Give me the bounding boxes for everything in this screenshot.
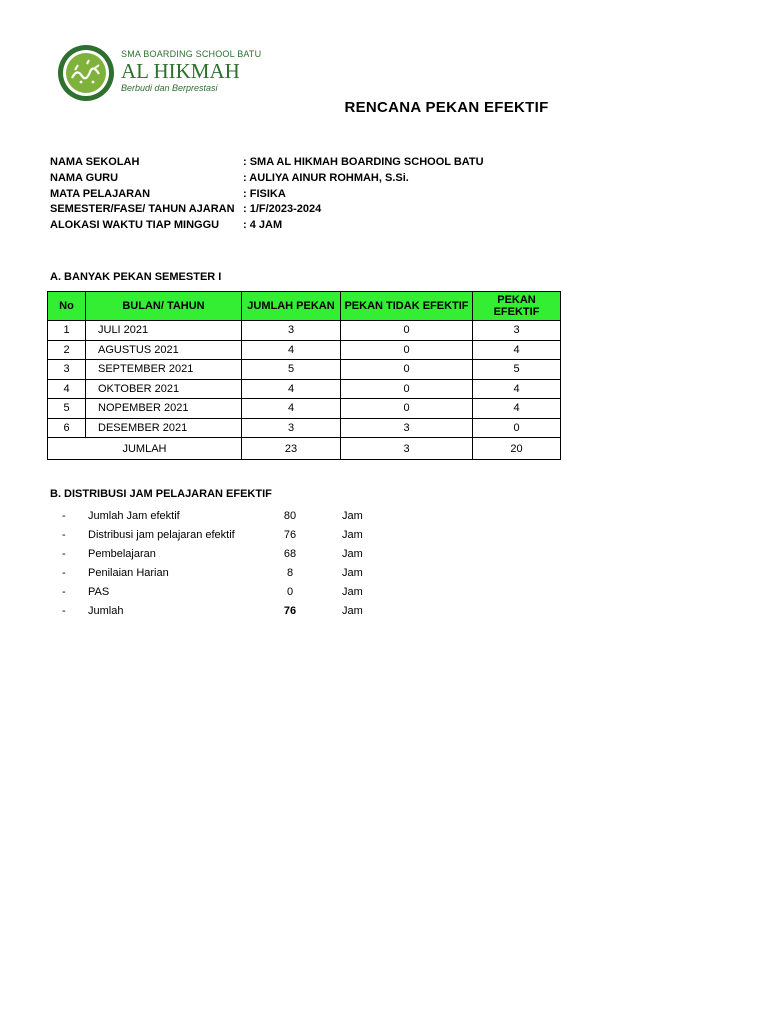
list-item-value: 68 — [283, 548, 297, 560]
list-dash: - — [62, 567, 66, 579]
info-value: : 1/F/2023-2024 — [243, 203, 322, 216]
list-item-label: Pembelajaran — [88, 548, 156, 560]
list-item-unit: Jam — [342, 586, 363, 598]
list-item-unit: Jam — [342, 605, 363, 617]
info-label: SEMESTER/FASE/ TAHUN AJARAN — [50, 203, 235, 216]
total-weeks: 23 — [242, 438, 341, 460]
table-row — [48, 321, 561, 341]
table-row — [48, 399, 561, 419]
header-weeks-effective: PEKAN EFEKTIF — [473, 292, 561, 321]
cell-not-effective: 0 — [341, 399, 473, 419]
cell-not-effective: 3 — [341, 418, 473, 438]
total-effective: 20 — [473, 438, 561, 460]
info-value: : FISIKA — [243, 187, 286, 200]
table-header-row — [48, 292, 561, 321]
info-value: : 4 JAM — [243, 219, 283, 232]
list-item-value: 0 — [286, 586, 294, 598]
table-row — [48, 379, 561, 399]
cell-effective: 4 — [473, 379, 561, 399]
list-dash: - — [62, 586, 66, 598]
table-row — [48, 360, 561, 380]
logo-school-caption: SMA BOARDING SCHOOL BATU — [121, 49, 262, 59]
header-weeks-not-effective: PEKAN TIDAK EFEKTIF — [341, 292, 473, 321]
cell-no: 5 — [48, 399, 86, 419]
total-not-effective: 3 — [341, 438, 473, 460]
cell-effective: 0 — [473, 418, 561, 438]
list-item-value: 8 — [286, 567, 294, 579]
table-row — [48, 340, 561, 360]
info-label: NAMA SEKOLAH — [50, 156, 140, 168]
list-item-label: Distribusi jam pelajaran efektif — [88, 529, 235, 541]
cell-no: 2 — [48, 340, 86, 360]
cell-month: SEPTEMBER 2021 — [86, 360, 242, 380]
section-a-heading: A. BANYAK PEKAN SEMESTER I — [50, 271, 222, 283]
info-label: MATA PELAJARAN — [50, 187, 151, 200]
info-label: ALOKASI WAKTU TIAP MINGGU — [50, 219, 220, 232]
cell-not-effective: 0 — [341, 321, 473, 341]
list-item-label: Jumlah — [88, 605, 124, 617]
cell-not-effective: 0 — [341, 379, 473, 399]
info-label: NAMA GURU — [50, 171, 119, 184]
cell-month: NOPEMBER 2021 — [86, 399, 242, 419]
section-b-heading: B. DISTRIBUSI JAM PELAJARAN EFEKTIF — [50, 488, 272, 500]
total-label: JUMLAH — [48, 438, 242, 460]
list-item-unit: Jam — [342, 510, 363, 522]
cell-month: DESEMBER 2021 — [86, 418, 242, 438]
table-row — [48, 418, 561, 438]
cell-effective: 4 — [473, 399, 561, 419]
list-item-value: 76 — [283, 605, 297, 617]
cell-no: 3 — [48, 360, 86, 380]
list-dash: - — [62, 529, 66, 541]
header-no: No — [48, 292, 86, 321]
list-item-unit: Jam — [342, 529, 363, 541]
cell-effective: 5 — [473, 360, 561, 380]
cell-no: 1 — [48, 321, 86, 341]
list-dash: - — [62, 605, 66, 617]
cell-no: 6 — [48, 418, 86, 438]
logo-motto: Berbudi dan Berprestasi — [121, 83, 218, 93]
list-item-label: Jumlah Jam efektif — [88, 510, 180, 522]
cell-month: JULI 2021 — [86, 321, 242, 341]
effective-weeks-table — [47, 291, 561, 460]
cell-weeks: 4 — [242, 399, 341, 419]
header-weeks-total: JUMLAH PEKAN — [242, 292, 341, 321]
logo-school-name: AL HIKMAH — [121, 59, 240, 83]
list-item-label: Penilaian Harian — [88, 567, 169, 579]
list-item-value: 80 — [283, 510, 297, 522]
cell-weeks: 5 — [242, 360, 341, 380]
cell-weeks: 3 — [242, 321, 341, 341]
list-item-unit: Jam — [342, 548, 363, 560]
list-item-label: PAS — [88, 586, 110, 598]
list-dash: - — [62, 510, 66, 522]
cell-effective: 4 — [473, 340, 561, 360]
list-item-unit: Jam — [342, 567, 363, 579]
document-title: RENCANA PEKAN EFEKTIF — [344, 99, 549, 116]
cell-month: AGUSTUS 2021 — [86, 340, 242, 360]
cell-weeks: 4 — [242, 340, 341, 360]
cell-not-effective: 0 — [341, 340, 473, 360]
al-hikmah-emblem-icon — [57, 44, 115, 102]
header-month-year: BULAN/ TAHUN — [86, 292, 242, 321]
info-value: : AULIYA AINUR ROHMAH, S.Si. — [243, 171, 409, 184]
cell-no: 4 — [48, 379, 86, 399]
info-value: : SMA AL HIKMAH BOARDING SCHOOL BATU — [243, 156, 484, 168]
table-total-row — [48, 438, 561, 460]
school-logo — [57, 44, 262, 102]
list-dash: - — [62, 548, 66, 560]
cell-not-effective: 0 — [341, 360, 473, 380]
cell-month: OKTOBER 2021 — [86, 379, 242, 399]
cell-weeks: 4 — [242, 379, 341, 399]
cell-effective: 3 — [473, 321, 561, 341]
list-item-value: 76 — [283, 529, 297, 541]
cell-weeks: 3 — [242, 418, 341, 438]
